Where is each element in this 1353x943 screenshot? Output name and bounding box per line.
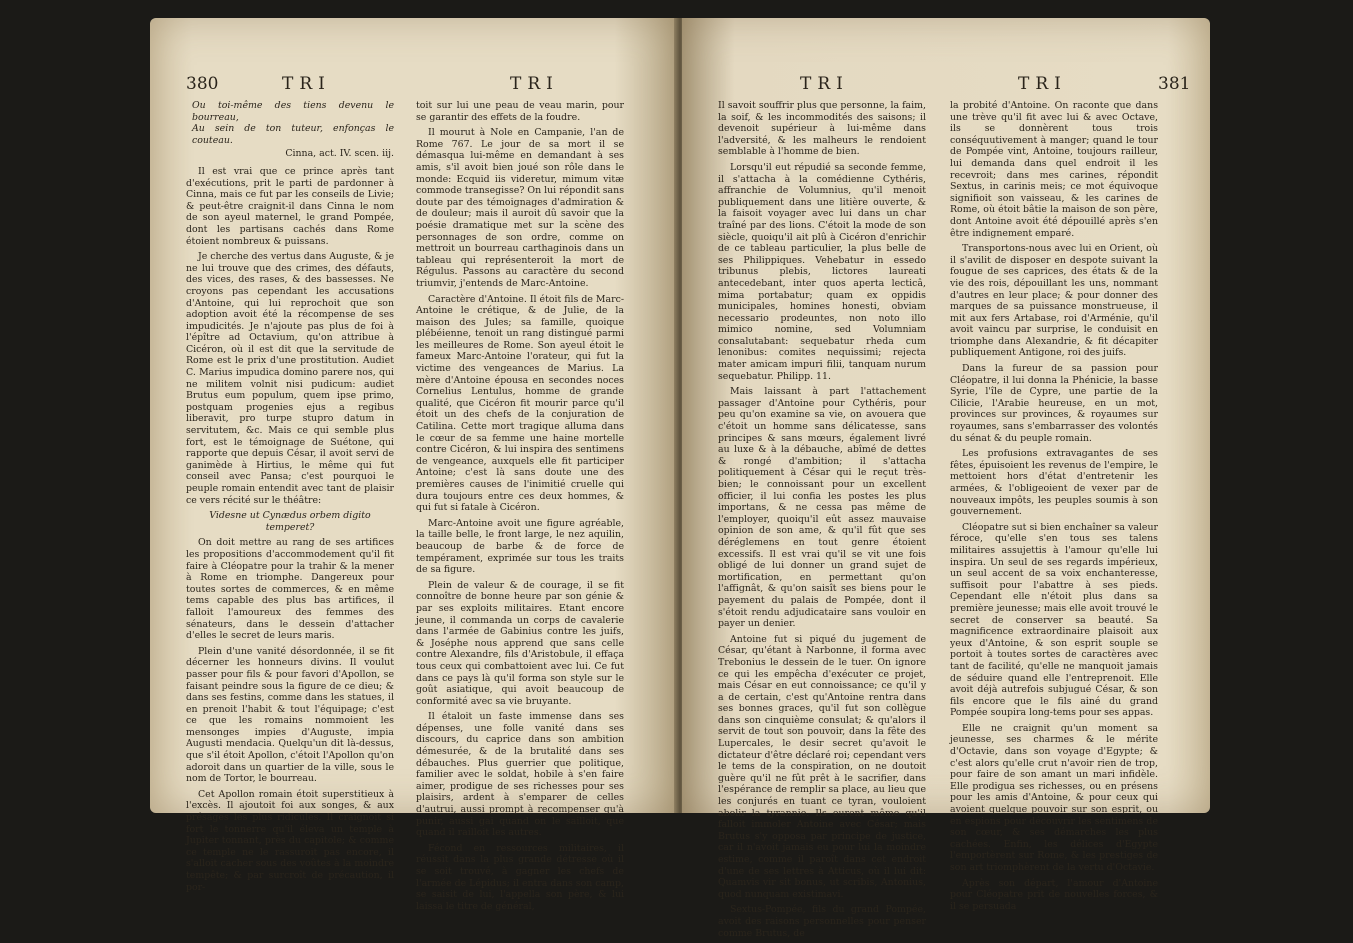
- paragraph: Il savoit souffrir plus que personne, la faim, la soif, & les incommodités des saisons; il devenoit supérieur à lui-même dans l'adversité, & les malheurs le rendoient semblable à l'homme de bien.: [718, 100, 926, 158]
- paragraph: Elle ne craignit qu'un moment sa jeunesse, ses charmes & le mérite d'Octavie, dans son voyage d'Egypte; & c'est alors qu'elle crut n'avoir rien de trop, pour faire de son amant un mari infidèle. Elle prodigua ses richesses, ou en présens pour les amis d'Antoine, & pour ceux qui avoient quelque pouvoir sur son esprit, ou en espions pour découvrir les sentimens de son cœur, & ses démarches les plus cachées. Enfin, les délices d'Egypte l'emportèrent sur Rome, & les prestiges de son art triomphèrent de la vertu d'Octavie.: [950, 722, 1158, 873]
- paragraph: On doit mettre au rang de ses artifices les propositions d'accommodement qu'il fit faire à Cléopatre pour la trahir & la mener à Rome en triomphe. Dangereux pour toutes sortes de commerces, & en même tems capable des plus bas artifices, il falloit l'amoureux des femmes des sénateurs, dans le dessein d'attacher d'elles le secret de leurs maris.: [186, 537, 394, 642]
- running-head-right-1: TRI: [800, 74, 849, 94]
- page-number-right: 381: [1158, 74, 1191, 94]
- paragraph: Fécond en ressources militaires, il réussit dans la plus grande détresse où il se soit trouvé, à gagner les chefs de l'armée de Lépidus; il entra dans son camp, se saisit de lui, l'appella son père, & lui laissa le titre de général,: [416, 842, 624, 912]
- running-head-left-1: TRI: [282, 74, 331, 94]
- running-head-right-2: TRI: [1018, 74, 1067, 94]
- paragraph: la probité d'Antoine. On raconte que dans une trève qu'il fit avec lui & avec Octave, ils se donnèrent tous trois conséquutivement à manger; quand le tour de Pompée vint, Antoine, toujours railleur, lui demanda dans quel endroit il les recevroit; dans mes carines, répondit Sextus, in carinis meis; ce mot équivoque signifioit son vaisseau, & les carines de Rome, où étoit bâtie la maison de son père, dont Antoine avoit été dépouillé après s'en être indignement emparé.: [950, 100, 1158, 239]
- paragraph: Plein d'une vanité désordonnée, il se fit décerner les honneurs divins. Il voulut passer pour fils & pour favori d'Apollon, se faisant peindre sous la figure de ce dieu; & dans ses festins, comme dans les statues, il en prenoit l'habit & tout l'équipage; c'est ce que les romains nommoient les mensonges impies d'Auguste, impia Augusti mendacia. Quelqu'un dit là-dessus, que s'il étoit Apollon, c'étoit l'Apollon qu'on adoroit dans un quartier de la ville, sous le nom de Tortor, le bourreau.: [186, 645, 394, 785]
- paragraph: Il est vrai que ce prince après tant d'exécutions, prit le parti de pardonner à Cinna, mais ce fut par les conseils de Livie; & peut-être craignit-il dans Cinna le nom de son ayeul maternel, le grand Pompée, dont les partisans cachés dans Rome étoient nombreux & puissans.: [186, 165, 394, 247]
- citation: Cinna, act. IV. scen. iij.: [285, 148, 394, 160]
- paragraph: Il étaloit un faste immense dans ses dépenses, une folle vanité dans ses discours, du caprice dans son ambition démesurée, & de la brutalité dans ses débauches. Plus guerrier que politique, familier avec le soldat, hobile à s'en faire aimer, prodigue de ses richesses pour ses plaisirs, ardent à s'emparer de celles d'autrui, aussi prompt à recompenser qu'à punir, aussi gai quand on le sailloit, que quand il railloit les autres.: [416, 711, 624, 839]
- paragraph: Dans la fureur de sa passion pour Cléopatre, il lui donna la Phénicie, la basse Syrie, l'île de Cypre, une partie de la Cilicie, l'Arabie heureuse, en un mot, provinces sur provinces, & royaumes sur royaumes, sans s'embarrasser des volontés du sénat & du peuple romain.: [950, 363, 1158, 444]
- paragraph: Après son départ, l'amour d'Antoine pour Cléopatre prit de nouvelles forces, & il se persuada: [950, 877, 1158, 912]
- right-column-2: [950, 100, 1158, 916]
- right-column-1: [718, 100, 926, 943]
- paragraph: Transportons-nous avec lui en Orient, où il s'avilit de disposer en despote suivant la fougue de ses caprices, des états & de la vie des rois, dépouillant les uns, nommant d'autres en leur place; & pour donner des marques de sa puissance monstrueuse, il mit aux fers Artabase, roi d'Arménie, qu'il avoit vaincu par surprise, le conduisit en triomphe dans Alexandrie, & fit décapiter publiquement Antigone, roi des juifs.: [950, 243, 1158, 359]
- left-column-1: [186, 100, 394, 897]
- paragraph: Caractère d'Antoine. Il étoit fils de Marc-Antoine le crétique, & de Julie, de la maison des Jules; sa famille, quoique plébéienne, tenoit un rang distingué parmi les meilleures de Rome. Son ayeul étoit le fameux Marc-Antoine l'orateur, qui fut la victime des vengeances de Marius. La mère d'Antoine épousa en secondes noces Cornelius Lentulus, homme de grande qualité, que Cicéron fit mourir parce qu'il étoit un des chefs de la conjuration de Catilina. Cette mort tragique alluma dans le cœur de sa femme une haine mortelle contre Cicéron, & lui inspira des sentimens de vengeance, auxquels elle fit participer Antoine; c'est là sans doute une des premières causes de l'inimitié cruelle qui dura toujours entre ces deux hommes, & qui fut si fatale à Cicéron.: [416, 293, 624, 514]
- left-page: [150, 18, 678, 912]
- paragraph: Il mourut à Nole en Campanie, l'an de Rome 767. Le jour de sa mort il se démasqua lui-même en demandant à ses amis, s'il avoit bien joué son rôle dans le monde: Ecquid iis videretur, mimum vitæ commode transegisse? On lui répondit sans doute par des témoignages d'admiration & de douleur; mais il auroit dû savoir que la poésie dramatique met sur la scène des personnages de son ordre, comme on mettroit un bourreau carthaginois dans un tableau qui représenteroit la mort de Régulus. Passons au caractère du second triumvir, j'entends de Marc-Antoine.: [416, 127, 624, 289]
- paragraph: Videsne ut Cynædus orbem digito temperet?: [209, 510, 371, 533]
- page-number-left: 380: [186, 74, 219, 94]
- paragraph: Les profusions extravagantes de ses fêtes, épuisoient les revenus de l'empire, le mettoient hors d'état d'entretenir les armées, & l'obligeoient de vexer par de nouveaux impôts, les peuples soumis à son gouvernement.: [950, 448, 1158, 518]
- paragraph: Je cherche des vertus dans Auguste, & je ne lui trouve que des crimes, des défauts, des vices, des rases, & des bassesses. Ne croyons pas cependant les accusations d'Antoine, qui lui reprochoit que son adoption avoit été la récompense de ses impudicités. Je n'ajoute pas plus de foi à l'épître ad Octavium, qu'on attribue à Cicéron, où il est dit que la servitude de Rome est le prix d'une prostitution. Audiet C. Marius impudica domino parere nos, qui ne militem volnit nisi pudicum: audiet Brutus eum populum, quem ipse primo, postquam progenies ejus a regibus liberavit, pro turpe stupro datum in servitutem, &c. Mais ce qui semble plus fort, est le témoignage de Suétone, qui rapporte que depuis César, il avoit servi de ganimède à Hirtius, le même qui fut conseil avec Pansa; c'est pourquoi le peuple romain entendit avec tant de plaisir ce vers récité sur le théâtre:: [186, 251, 394, 506]
- paragraph: Antoine fut si piqué du jugement de César, qu'étant à Narbonne, il forma avec Trebonius le dessein de le tuer. On ignore ce qui les empêcha d'exécuter ce projet, mais César en eut connoissance; ce qu'il y a de certain, c'est qu'Antoine rentra dans ses bonnes graces, qu'il fut son collègue dans son cinquième consulat; & qu'alors il servit de tout son pouvoir, dans la fête des Lupercales, le desir secret qu'avoit le dictateur d'être déclaré roi; cependant vers le tems de la conspiration, on ne doutoit guère qu'il ne fût prêt à le sacrifier, dans l'espérance de remplir sa place, au lieu que les conjurés en tuant ce tyran, vouloient abolir la tyrannie. Ils eurent même qu'il falloit immoler Antoine avec César; mais Brutus s'y opposa par principe de justice, car il n'avoit jamais eu pour lui la moindre estime, comme il paroît dans cet endroit d'une de ses lettres à Atticus, où il lui dit: Quamvis vir sit bonus, ut scribis, Antonius, quod nunquam existimavi.: [718, 633, 926, 900]
- running-head-left-2: TRI: [510, 74, 559, 94]
- open-book: [150, 18, 1210, 939]
- paragraph: Plein de valeur & de courage, il se fit connoître de bonne heure par son génie & par ses exploits militaires. Etant encore jeune, il commanda un corps de cavalerie dans l'armée de Gabinius contre les juifs, & Joséphe nous apprend que sans celle contre Alexandre, fils d'Aristobule, il effaça tous ceux qui combattoient avec lui. Ce fut dans ce pays là qu'il forma son style sur le goût asiatique, qui avoit beaucoup de conformité avec sa vie bruyante.: [416, 579, 624, 707]
- left-column-2: [416, 100, 624, 916]
- paragraph: Cet Apollon romain étoit superstitieux à l'excès. Il ajoutoit foi aux songes, & aux présages les plus ridicules. Il craignoit si fort le tonnerre qu'il éleva un temple à Jupiter tonnant, près du capitole; & comme ce temple ne le rassuroit pas encore, il s'alloit cacher sous des voûtes à la moindre tempête; & par surcroît de précaution, il por-: [186, 788, 394, 893]
- paragraph: Sextus-Pompée, fils du grand Pompée, avoit des raisons personnelles pour penser comme Brutus, de: [718, 904, 926, 939]
- paragraph: toit sur lui une peau de veau marin, pour se garantir des effets de la foudre.: [416, 100, 624, 123]
- paragraph: Mais laissant à part l'attachement passager d'Antoine pour Cythéris, pour peu qu'on examine sa vie, on avouera que c'étoit un homme sans délicatesse, sans principes & sans mœurs, également livré au luxe & à la débauche, abîmé de dettes & rongé d'ambition; il s'attacha politiquement à César qui le reçut très-bien; le connoissant pour un excellent officier, il lui confia les postes les plus importans, & ne cessa pas même de l'employer, quoiqu'il eût assez mauvaise opinion de son ame, & qu'il fût que ses déréglemens en tout genre étoient excessifs. Il est vrai qu'il se vit une fois obligé de lui donner un grand sujet de mortification, en permettant qu'on l'affignât, & qu'on saisît ses biens pour le payement du palais de Pompée, dont il s'étoit rendu adjudicataire sans vouloir en payer un denier.: [718, 386, 926, 630]
- paragraph: Cléopatre sut si bien enchaîner sa valeur féroce, qu'elle s'en tous ses talens militaires assujettis à l'amour qu'elle lui inspira. Un seul de ses regards impérieux, un seul accent de sa voix enchanteresse, suffisoit pour l'abattre à ses pieds. Cependant elle n'étoit plus dans sa première jeunesse; mais elle avoit trouvé le secret de conserver sa beauté. Sa magnificence extraordinaire plaisoit aux yeux d'Antoine, & son esprit souple se portoit à toutes sortes de caractères avec tant de facilité, qu'elle ne manquoit jamais de séduire quand elle l'entreprenoit. Elle avoit déjà autrefois subjugué César, & son fils encore que le fils ainé du grand Pompée soupira long-tems pour ses appas.: [950, 521, 1158, 719]
- right-page: [682, 18, 1210, 939]
- paragraph: Marc-Antoine avoit une figure agréable, la taille belle, le front large, le nez aquilin, beaucoup de barbe & de force de tempérament, exprimée sur tous les traits de sa figure.: [416, 517, 624, 576]
- verse-line: Au sein de ton tuteur, enfonças le couteau.: [192, 123, 394, 146]
- paragraph: Lorsqu'il eut répudié sa seconde femme, il s'attacha à la comédienne Cythéris, affranchie de Volumnius, qu'il menoit publiquement dans une litière ouverte, & la faisoit voyager avec lui dans un char traîné par des lions. C'étoit la mode de son siècle, quoiqu'il ait plû à Cicéron d'enrichir de ce tableau particulier, la plus belle de ses Philippiques. Vehebatur in essedo tribunus plebis, lictores laureati antecedebant, inter quos aperta lecticâ, mima portabatur; quam ex oppidis municipales, homines honesti, obviam necessario prodeuntes, non noto illo mimico nomine, sed Volumniam consalutabant: sequebatur rheda cum lenonibus: comites nequissimi; rejecta mater amicam impuri filii, tanquam nurum sequebatur. Philipp. 11.: [718, 161, 926, 382]
- verse-line: Ou toi-même des tiens devenu le bourreau,: [192, 100, 394, 123]
